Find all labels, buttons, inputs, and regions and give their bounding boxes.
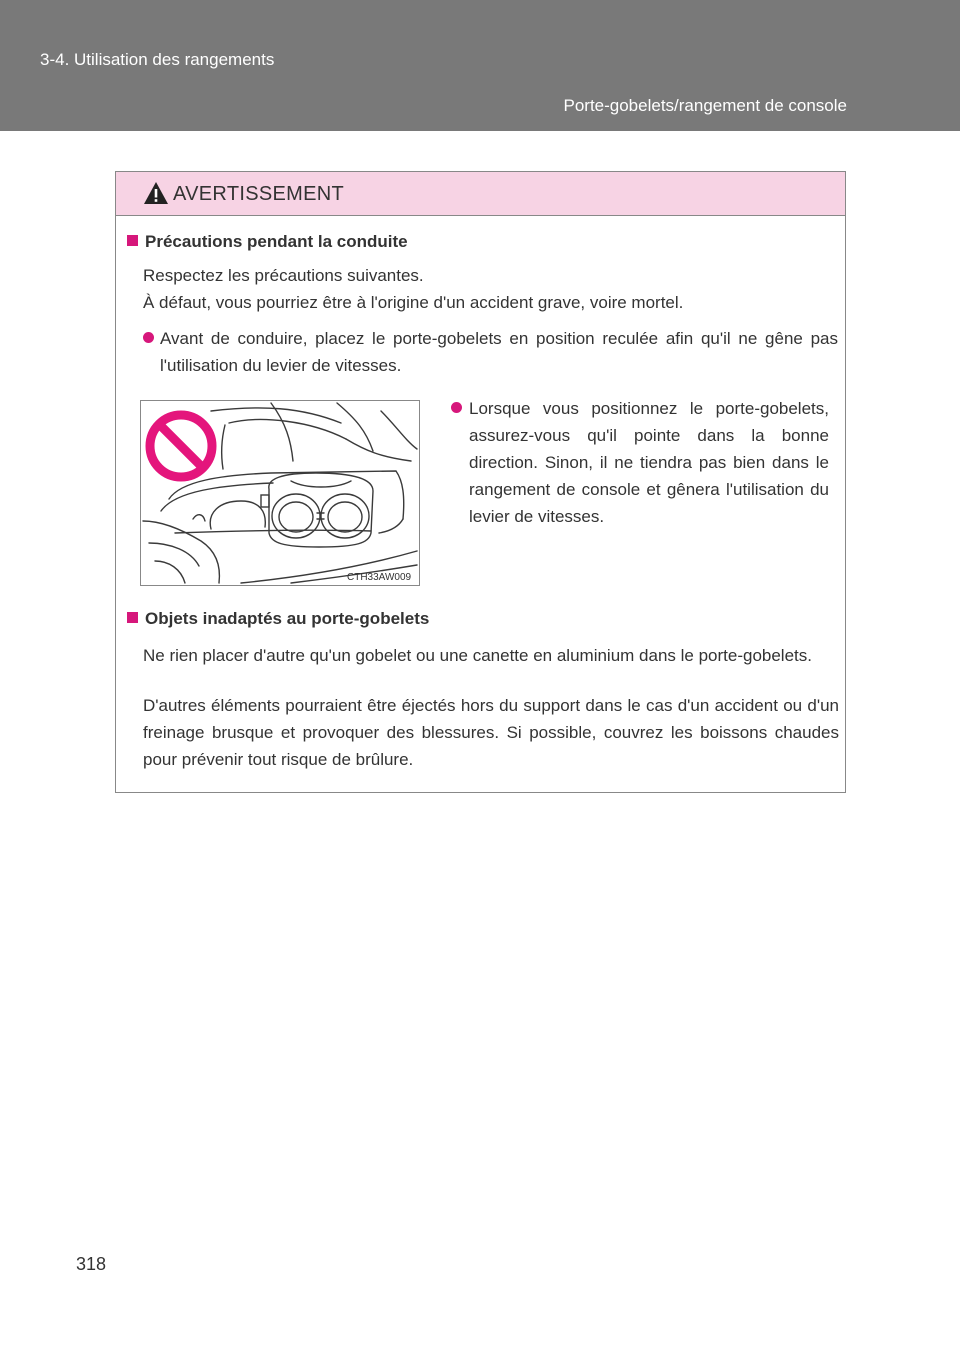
cup-holder-drawing xyxy=(141,401,419,585)
section-heading-text: Précautions pendant la conduite xyxy=(145,232,408,251)
square-bullet-icon xyxy=(127,612,138,623)
paragraph: Ne rien placer d'autre qu'un gobelet ou une canette en aluminium dans le porte-gobelets. xyxy=(143,646,812,665)
paragraph: À défaut, vous pourriez être à l'origine d'un accident grave, voire mortel. xyxy=(143,293,684,312)
prohibition-icon xyxy=(150,415,212,477)
warning-title: AVERTISSEMENT xyxy=(173,183,344,205)
section-title: 3-4. Utilisation des rangements xyxy=(40,50,275,69)
subsection-title: Porte-gobelets/rangement de console xyxy=(563,96,847,115)
figure-code: CTH33AW009 xyxy=(347,572,412,583)
square-bullet-icon xyxy=(127,235,138,246)
section-heading-unsuitable xyxy=(127,609,429,629)
section-heading-driving xyxy=(127,232,408,252)
warning-header xyxy=(116,172,845,216)
paragraph: Respectez les précautions suivantes. xyxy=(143,266,424,285)
cup-holder-illustration xyxy=(140,400,420,586)
page-header xyxy=(0,0,960,131)
round-bullet-icon xyxy=(451,402,462,413)
warning-triangle-icon xyxy=(143,181,169,205)
round-bullet-icon xyxy=(143,332,154,343)
bullet-text: Lorsque vous positionnez le porte-gobelets, assurez-vous qu'il pointe dans la bonne direction. Sinon, il ne tiendra pas bien dans le rangement de console et gênera l'utilisation du levier de vitesses. xyxy=(469,399,829,526)
bullet-text: Avant de conduire, placez le porte-gobelets en position reculée afin qu'il ne gêne pas l'utilisation du levier de vitesses. xyxy=(160,329,838,375)
section-heading-text: Objets inadaptés au porte-gobelets xyxy=(145,609,430,628)
paragraph: D'autres éléments pourraient être éjectés hors du support dans le cas d'un accident ou d'un freinage brusque et provoquer des blessures. Si possible, couvrez les boissons chaudes pour prévenir tout risque de brûlure. xyxy=(143,696,839,769)
page-number: 318 xyxy=(76,1254,107,1274)
